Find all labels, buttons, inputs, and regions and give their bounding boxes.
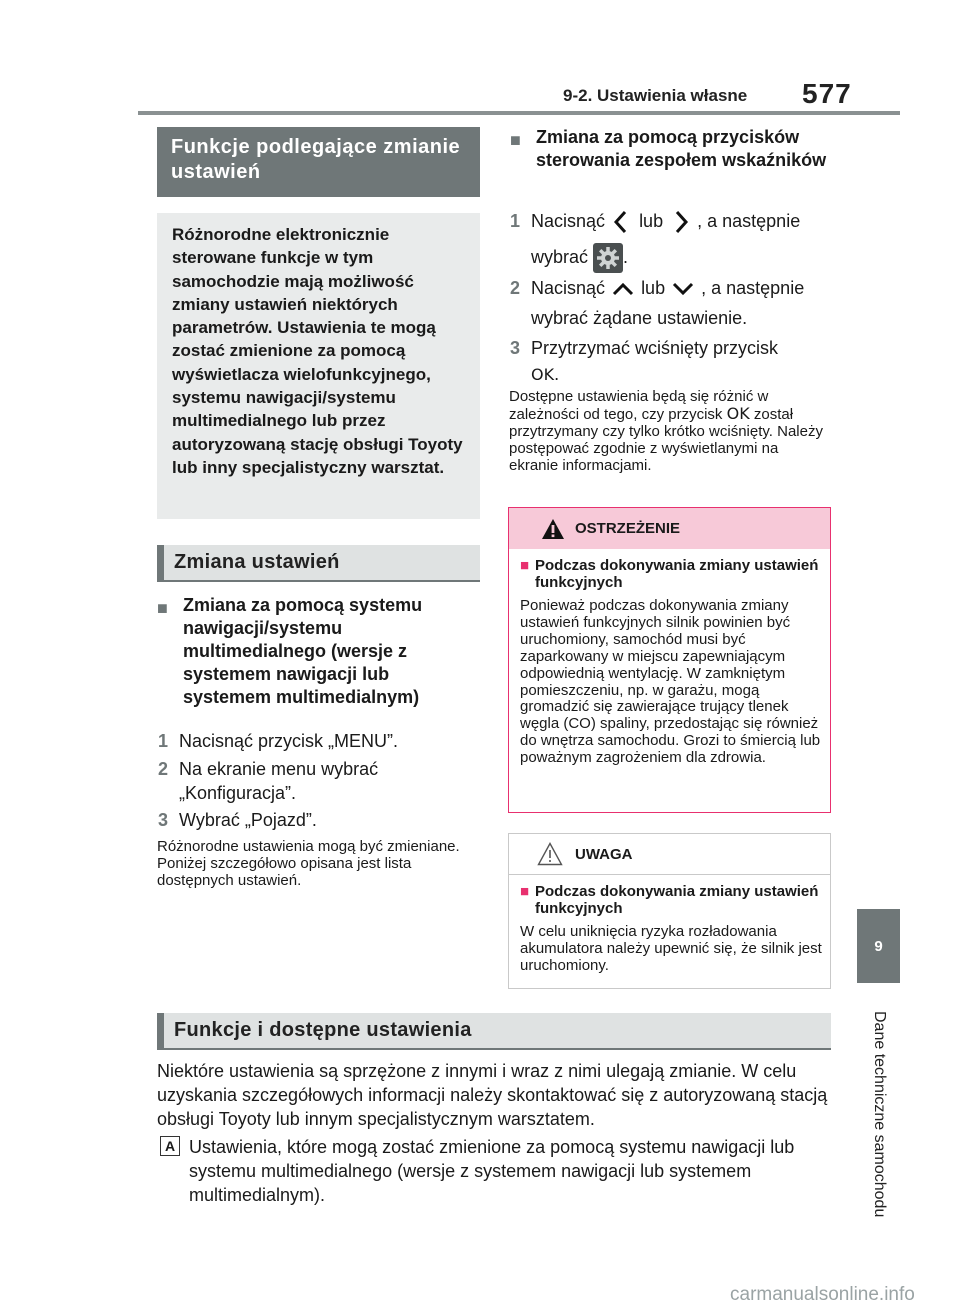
warning-label: OSTRZEŻENIE — [575, 520, 681, 537]
nav-note: Różnorodne ustawienia mogą być zmieniane. Poniżej szczegółowo opisana jest lista dostępnych ustawień. — [157, 838, 460, 889]
step-text: Nacisnąć — [531, 278, 606, 298]
note-text: Dostępne ustawienia będą się różnić w zależności od tego, czy przycisk — [509, 388, 769, 423]
header-rule — [138, 111, 900, 115]
intro-box: Różnorodne elektronicznie sterowane funkcje w tym samochodzie mają możliwość zmiany ustawień niektórych parametrów. Ustawienia te mogą zostać zmienione za pomocą wyświetlacza wielofunkcyjnego, systemu nawigacji/systemu multimedialnego lub przez autoryzowaną stację obsługi Toyoty lub inny specjalistyczny warsztat. — [157, 213, 480, 519]
warning-box — [508, 507, 831, 813]
section-title: 9-2. Ustawienia własne — [563, 86, 748, 105]
warning-subheading — [520, 557, 820, 591]
watermark: carmanualsonline.info — [730, 1284, 915, 1305]
step-number: 1 — [158, 731, 169, 751]
chevron-up-icon — [610, 280, 636, 298]
warning-body: Ponieważ podczas dokonywania zmiany ustawień funkcyjnych silnik powinien być uruchomiony, samochód musi być zaparkowany w miejscu zapewniającym odpowiednią wentylację. W zamkniętym pomieszczeniu, np. w garażu, mogą gromadzić się zawierające trujący tlenek węgla (CO) spaliny, przedostając się również do wnętrza samochodu. Grozi to śmiercią lub poważnym zagrożeniem dla zdrowia. — [520, 597, 821, 767]
step-number: 3 — [158, 810, 169, 830]
step-text: . — [554, 364, 560, 384]
ctrl-subheading-text: Zmiana za pomocą przycisków sterowania zespołem wskaźników — [536, 127, 827, 170]
warning-subheading-text: Podczas dokonywania zmiany ustawień funkcyjnych — [535, 557, 819, 591]
step-text: Na ekranie menu wybrać „Konfiguracja”. — [179, 759, 379, 803]
item-a-text: Ustawienia, które mogą zostać zmienione za pomocą systemu nawigacji lub systemu multimedialnego (wersje z systemem nawigacji lub systemem multimedialnym). — [189, 1137, 795, 1205]
label-a-box: A — [160, 1136, 180, 1156]
step-text: . — [623, 247, 629, 267]
ok-button-glyph: OK — [531, 365, 555, 384]
ctrl-step-2 — [510, 273, 831, 333]
step-text: lub — [639, 211, 664, 231]
bullet-square-icon: ■ — [520, 883, 530, 900]
caution-box — [508, 833, 831, 989]
step-text: , a następnie — [697, 211, 801, 231]
step-text: Nacisnąć przycisk „MENU”. — [179, 731, 399, 751]
bullet-square-icon: ■ — [510, 130, 521, 150]
caution-header — [509, 834, 830, 875]
chapter-tab: 9 — [857, 909, 900, 983]
nav-subheading — [157, 594, 481, 709]
step-number: 2 — [158, 759, 169, 779]
nav-step-2 — [158, 757, 481, 805]
nav-step-1 — [158, 729, 481, 753]
caution-label: UWAGA — [575, 845, 633, 863]
step-text: wybrać żądane ustawienie. — [531, 308, 748, 328]
step-text: lub — [641, 278, 666, 298]
step-text: Przytrzymać wciśnięty przycisk — [531, 338, 779, 358]
step-text: , a następnie — [701, 278, 805, 298]
step-number: 1 — [510, 211, 521, 231]
chevron-right-icon — [668, 209, 692, 235]
ctrl-note — [509, 388, 831, 474]
caution-subheading-text: Podczas dokonywania zmiany ustawień funkcyjnych — [535, 883, 819, 917]
functions-heading: Funkcje i dostępne ustawienia — [157, 1013, 831, 1050]
ok-button-glyph: OK — [726, 404, 750, 423]
step-text: Nacisnąć — [531, 211, 606, 231]
chapter-side-label — [859, 996, 899, 1232]
step-text: Wybrać „Pojazd”. — [179, 810, 317, 830]
chevron-left-icon — [610, 209, 634, 235]
step-text: wybrać — [531, 247, 589, 267]
nav-step-3 — [158, 808, 481, 832]
caution-body: W celu uniknięcia ryzyka rozładowania akumulatora należy upewnić się, że silnik jest uruchomiony. — [520, 923, 822, 974]
step-number: 3 — [510, 338, 521, 358]
caution-subheading — [520, 883, 820, 917]
change-settings-heading: Zmiana ustawień — [157, 545, 480, 582]
gear-icon — [593, 243, 623, 273]
bullet-square-icon: ■ — [157, 598, 168, 618]
functions-banner: Funkcje podlegające zmianie ustawień — [157, 127, 480, 197]
ctrl-step-1 — [510, 203, 831, 275]
note-text: został przytrzymany czy tylko krótko wciśnięty. Należy postępować zgodnie z wyświetlanymi na ekranie informacjami. — [509, 406, 823, 474]
step-number: 2 — [510, 278, 521, 298]
bullet-square-icon: ■ — [520, 557, 530, 574]
functions-body: Niektóre ustawienia są sprzężone z innymi i wraz z nimi ulegają zmianie. W celu uzyskania szczegółowych informacji należy skontaktować się z autoryzowaną stacją obsługi Toyoty lub innym specjalistycznym warsztatem. — [157, 1061, 828, 1129]
page-number: 577 — [802, 78, 852, 109]
chevron-down-icon — [670, 280, 696, 298]
nav-subheading-text: Zmiana za pomocą systemu nawigacji/systemu multimedialnego (wersje z systemem nawigacji lub systemem multimedialnym) — [183, 595, 423, 707]
chapter-title: Dane techniczne samochodu — [871, 1010, 888, 1218]
warning-header — [509, 508, 830, 549]
caution-triangle-icon — [537, 842, 563, 866]
warning-triangle-icon — [541, 518, 565, 540]
ctrl-step-3 — [510, 335, 831, 388]
ctrl-subheading — [510, 126, 836, 172]
